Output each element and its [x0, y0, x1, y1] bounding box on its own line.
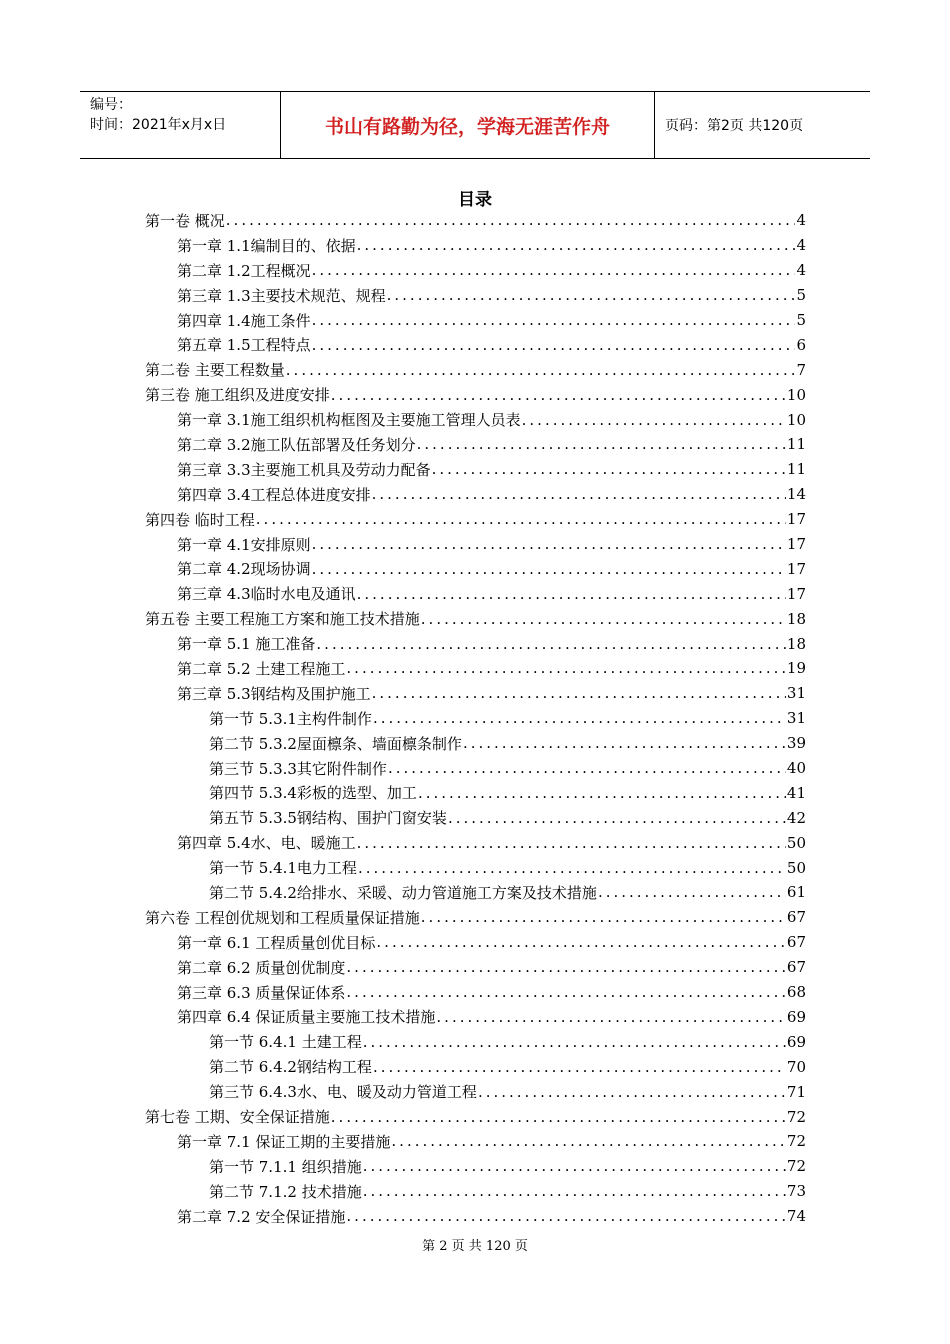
toc-entry-page: 67: [786, 933, 806, 952]
toc-leader-dots: [373, 1058, 786, 1076]
page-header: [80, 91, 870, 159]
toc-entry-page: 50: [786, 858, 806, 877]
toc-entry-page: 10: [786, 410, 806, 429]
toc-entry-label: 第五卷 主要工程施工方案和施工技术措施: [145, 610, 420, 629]
toc-leader-dots: [432, 460, 786, 478]
toc-entry[interactable]: [145, 208, 806, 233]
toc-entry-label: 第二章 3.2施工队伍部署及任务划分: [177, 435, 416, 454]
toc-entry-page: 67: [786, 958, 806, 977]
toc-entry-page: 50: [786, 833, 806, 852]
toc-entry-label: 第一章 5.1 施工准备: [177, 635, 316, 654]
table-of-contents: [145, 208, 806, 1229]
toc-entry-label: 第二节 7.1.2 技术措施: [209, 1182, 362, 1201]
toc-leader-dots: [372, 485, 786, 503]
toc-leader-dots: [346, 958, 786, 976]
toc-entry-page: 71: [786, 1082, 806, 1101]
toc-leader-dots: [388, 759, 786, 777]
toc-entry[interactable]: [145, 606, 806, 631]
toc-entry-page: 4: [796, 261, 806, 280]
toc-leader-dots: [463, 734, 786, 752]
toc-entry-label: 第二章 5.2 土建工程施工: [177, 659, 346, 678]
toc-entry-label: 第三节 6.4.3水、电、暖及动力管道工程: [209, 1083, 477, 1102]
toc-entry-page: 5: [796, 286, 806, 305]
toc-leader-dots: [522, 411, 786, 429]
toc-entry-page: 67: [786, 908, 806, 927]
toc-entry-page: 74: [786, 1207, 806, 1226]
toc-entry-label: 第一节 5.4.1电力工程: [209, 859, 357, 878]
toc-entry[interactable]: [145, 780, 806, 805]
toc-entry-page: 39: [786, 734, 806, 753]
toc-entry[interactable]: [145, 1104, 806, 1129]
toc-entry-label: 第二卷 主要工程数量: [145, 361, 285, 380]
toc-entry[interactable]: [145, 407, 806, 432]
toc-leader-dots: [346, 983, 786, 1001]
toc-entry[interactable]: [145, 233, 806, 258]
toc-leader-dots: [346, 1207, 786, 1225]
toc-entry-label: 第二章 1.2工程概况: [177, 261, 311, 280]
toc-entry-page: 11: [786, 435, 806, 454]
toc-entry[interactable]: [145, 1079, 806, 1104]
toc-leader-dots: [312, 261, 796, 279]
toc-entry-page: 17: [786, 510, 806, 529]
toc-entry[interactable]: [145, 482, 806, 507]
toc-leader-dots: [436, 1008, 786, 1026]
toc-entry[interactable]: [145, 1154, 806, 1179]
document-time-label: 时间：2021年x月x日: [90, 117, 227, 133]
toc-entry[interactable]: [145, 706, 806, 731]
toc-entry-label: 第二节 5.3.2屋面檩条、墙面檩条制作: [209, 734, 462, 753]
toc-entry-label: 第一章 3.1施工组织机构框图及主要施工管理人员表: [177, 411, 521, 430]
toc-entry-label: 第三章 1.3主要技术规范、规程: [177, 286, 386, 305]
toc-entry[interactable]: [145, 357, 806, 382]
toc-entry[interactable]: [145, 556, 806, 581]
toc-entry[interactable]: [145, 1179, 806, 1204]
toc-entry-page: 31: [786, 684, 806, 703]
toc-entry-page: 70: [786, 1057, 806, 1076]
toc-leader-dots: [357, 834, 786, 852]
toc-entry-label: 第三章 6.3 质量保证体系: [177, 983, 346, 1002]
toc-entry-page: 72: [786, 1107, 806, 1126]
toc-entry-page: 69: [786, 1007, 806, 1026]
toc-leader-dots: [312, 336, 796, 354]
toc-entry[interactable]: [145, 1005, 806, 1030]
toc-entry-label: 第一章 4.1安排原则: [177, 535, 311, 554]
toc-entry[interactable]: [145, 308, 806, 333]
toc-entry-label: 第一章 6.1 工程质量创优目标: [177, 933, 376, 952]
toc-entry[interactable]: [145, 457, 806, 482]
toc-leader-dots: [363, 1033, 786, 1051]
toc-leader-dots: [387, 286, 796, 304]
toc-entry[interactable]: [145, 681, 806, 706]
toc-entry-page: 17: [786, 535, 806, 554]
toc-entry-label: 第一章 7.1 保证工期的主要措施: [177, 1132, 391, 1151]
toc-entry[interactable]: [145, 656, 806, 681]
toc-entry-page: 6: [796, 335, 806, 354]
toc-entry-page: 42: [786, 808, 806, 827]
toc-entry-label: 第三章 5.3钢结构及围护施工: [177, 684, 371, 703]
toc-entry[interactable]: [145, 1054, 806, 1079]
toc-leader-dots: [312, 311, 796, 329]
toc-entry-label: 第三章 3.3主要施工机具及劳动力配备: [177, 460, 431, 479]
toc-entry-page: 11: [786, 460, 806, 479]
toc-entry-label: 第一卷 概况: [145, 211, 225, 230]
toc-leader-dots: [346, 659, 786, 677]
toc-entry-label: 第六卷 工程创优规划和工程质量保证措施: [145, 908, 420, 927]
toc-entry-page: 4: [796, 236, 806, 255]
toc-leader-dots: [421, 908, 786, 926]
toc-leader-dots: [421, 610, 786, 628]
toc-entry-label: 第四章 1.4施工条件: [177, 311, 311, 330]
toc-leader-dots: [357, 585, 786, 603]
toc-entry-page: 5: [796, 311, 806, 329]
toc-leader-dots: [256, 510, 786, 528]
toc-entry-page: 17: [786, 559, 806, 578]
toc-entry[interactable]: [145, 756, 806, 781]
toc-entry-page: 41: [786, 783, 806, 802]
header-motto: 书山有路勤为径，学海无涯苦作舟: [281, 92, 655, 158]
toc-entry[interactable]: [145, 507, 806, 532]
toc-leader-dots: [286, 361, 796, 379]
toc-title: 目录: [458, 190, 492, 210]
toc-entry-label: 第一节 7.1.1 组织措施: [209, 1157, 362, 1176]
toc-entry[interactable]: [145, 980, 806, 1005]
toc-entry[interactable]: [145, 432, 806, 457]
toc-entry-label: 第二节 6.4.2钢结构工程: [209, 1058, 372, 1077]
toc-leader-dots: [373, 709, 786, 727]
toc-entry-page: 40: [786, 759, 806, 778]
toc-leader-dots: [372, 684, 786, 702]
toc-leader-dots: [316, 635, 786, 653]
toc-entry-page: 68: [786, 983, 806, 1002]
toc-entry-page: 17: [786, 584, 806, 603]
toc-leader-dots: [417, 435, 786, 453]
toc-entry-page: 19: [786, 659, 806, 678]
toc-entry[interactable]: [145, 855, 806, 880]
toc-leader-dots: [312, 535, 786, 553]
toc-leader-dots: [418, 784, 786, 802]
toc-entry-page: 61: [786, 883, 806, 902]
toc-entry-label: 第一章 1.1编制目的、依据: [177, 236, 356, 255]
toc-entry[interactable]: [145, 930, 806, 955]
toc-entry-label: 第二章 6.2 质量创优制度: [177, 958, 346, 977]
toc-leader-dots: [357, 236, 796, 254]
toc-entry-label: 第四节 5.3.4彩板的选型、加工: [209, 784, 417, 803]
toc-leader-dots: [363, 1157, 786, 1175]
toc-entry[interactable]: [145, 1029, 806, 1054]
toc-entry-label: 第五章 1.5工程特点: [177, 336, 311, 355]
toc-entry[interactable]: [145, 880, 806, 905]
toc-entry-label: 第七卷 工期、安全保证措施: [145, 1108, 330, 1126]
toc-entry-page: 7: [796, 360, 806, 379]
toc-entry-label: 第二节 5.4.2给排水、采暖、动力管道施工方案及技术措施: [209, 883, 597, 902]
toc-leader-dots: [363, 1182, 786, 1200]
toc-leader-dots: [226, 211, 796, 229]
toc-entry-page: 4: [796, 211, 806, 230]
toc-entry[interactable]: [145, 382, 806, 407]
toc-leader-dots: [358, 859, 786, 877]
toc-entry-label: 第四卷 临时工程: [145, 510, 255, 529]
toc-entry[interactable]: [145, 332, 806, 357]
toc-leader-dots: [478, 1083, 786, 1101]
toc-leader-dots: [376, 933, 786, 951]
toc-entry-label: 第三章 4.3临时水电及通讯: [177, 585, 356, 604]
toc-entry-label: 第三卷 施工组织及进度安排: [145, 386, 330, 405]
toc-leader-dots: [312, 560, 786, 578]
toc-entry-label: 第四章 3.4工程总体进度安排: [177, 485, 371, 504]
toc-entry[interactable]: [145, 830, 806, 855]
toc-entry-label: 第三节 5.3.3其它附件制作: [209, 759, 387, 778]
toc-entry[interactable]: [145, 1129, 806, 1154]
page-footer: 第 2 页 共 120 页: [422, 1239, 528, 1254]
toc-entry-page: 69: [786, 1032, 806, 1051]
toc-leader-dots: [331, 1108, 786, 1126]
toc-entry-page: 18: [786, 634, 806, 653]
toc-entry[interactable]: [145, 905, 806, 930]
toc-leader-dots: [391, 1132, 786, 1150]
toc-entry[interactable]: [145, 532, 806, 557]
toc-entry-label: 第一节 6.4.1 土建工程: [209, 1033, 362, 1052]
toc-entry[interactable]: [145, 731, 806, 756]
toc-entry[interactable]: [145, 258, 806, 283]
toc-entry[interactable]: [145, 955, 806, 980]
toc-entry-page: 14: [786, 485, 806, 504]
toc-entry[interactable]: [145, 581, 806, 606]
toc-entry[interactable]: [145, 631, 806, 656]
toc-entry-label: 第二章 4.2现场协调: [177, 560, 311, 579]
toc-entry-label: 第五节 5.3.5钢结构、围护门窗安装: [209, 809, 447, 828]
toc-entry[interactable]: [145, 1204, 806, 1229]
toc-entry-label: 第二章 7.2 安全保证措施: [177, 1207, 346, 1226]
toc-entry-label: 第四章 6.4 保证质量主要施工技术措施: [177, 1008, 436, 1027]
toc-entry-label: 第一节 5.3.1主构件制作: [209, 709, 372, 728]
toc-entry-page: 31: [786, 709, 806, 728]
document-number-label: 编号：: [90, 97, 132, 113]
toc-entry-label: 第四章 5.4水、电、暖施工: [177, 834, 356, 853]
toc-entry[interactable]: [145, 805, 806, 830]
toc-leader-dots: [448, 809, 786, 827]
header-meta: [80, 92, 281, 158]
toc-entry-page: 18: [786, 609, 806, 628]
toc-leader-dots: [598, 883, 786, 901]
toc-leader-dots: [331, 386, 786, 404]
toc-entry-page: 73: [786, 1182, 806, 1201]
toc-entry[interactable]: [145, 283, 806, 308]
toc-entry-page: 72: [786, 1132, 806, 1151]
toc-entry-page: 72: [786, 1157, 806, 1176]
toc-entry-page: 10: [786, 385, 806, 404]
header-page-info: 页码：第2页 共120页: [665, 118, 804, 134]
